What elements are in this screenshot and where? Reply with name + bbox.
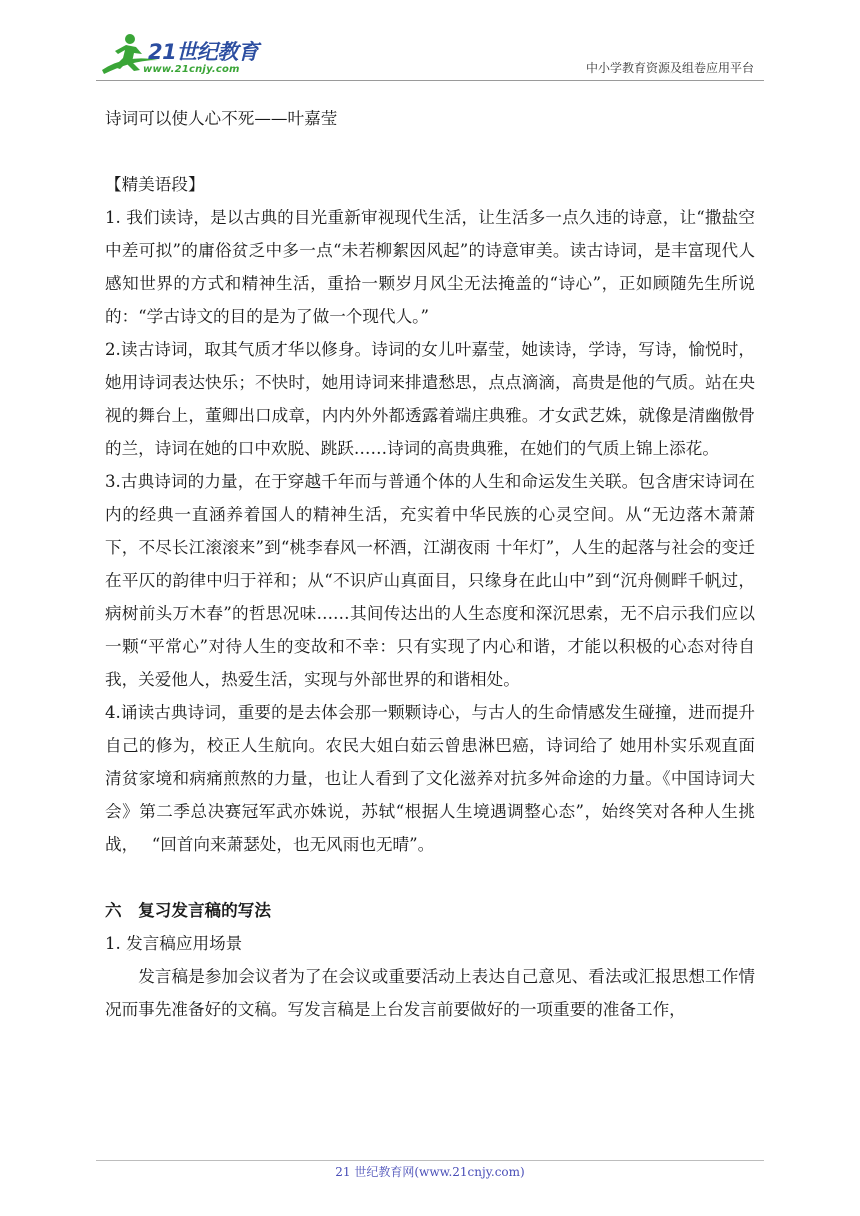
platform-name: 中小学教育资源及组卷应用平台: [585, 61, 754, 75]
header-divider: [96, 80, 764, 81]
page-footer: 21 世纪教育网(www.21cnjy.com): [335, 1165, 525, 1179]
quote-line: 诗词可以使人心不死——叶嘉莹: [105, 109, 338, 128]
document-body: [105, 96, 755, 1026]
section-heading: 六 复习发言稿的写法: [105, 900, 271, 920]
blank-line: [105, 861, 755, 894]
section-label: 【精美语段】: [105, 175, 205, 194]
logo-text: 21世纪教育: [148, 40, 259, 64]
paragraph-3: 3.古典诗词的力量，在于穿越千年而与普通个体的人生和命运发生关联。包含唐宋诗词在内的经典一直涵养着国人的精神生活，充实着中华民族的心灵空间。从“无边落木萧萧下，不尽长江滚滚来”到“桃李春风一杯酒，江湖夜雨 十年灯”，人生的起落与社会的变迁在平仄的韵律中归于祥和；从“不识庐山真面目，只缘身在此山中”到“沉舟侧畔千帆过，病树前头万木春”的哲思况味……其间传达出的人生态度和深沉思索，无不启示我们应以一颗“平常心”对待人生的变故和不幸：只有实现了内心和谐，才能以积极的心态对待自我，关爱他人，热爱生活，实现与外部世界的和谐相处。: [105, 472, 755, 689]
page-header: [0, 0, 860, 84]
body-paragraph: 发言稿是参加会议者为了在会议或重要活动上表达自己意见、看法或汇报思想工作情况而事先准备好的文稿。写发言稿是上台发言前要做好的一项重要的准备工作，: [105, 967, 755, 1019]
paragraph-1: 1. 我们读诗，是以古典的目光重新审视现代生活，让生活多一点久违的诗意，让“撒盐空中差可拟”的庸俗贫乏中多一点“未若柳絮因风起”的诗意审美。读古诗词，是丰富现代人感知世界的方式和精神生活，重拾一颗岁月风尘无法掩盖的“诗心”，正如顾随先生所说的：“学古诗文的目的是为了做一个现代人。”: [105, 208, 755, 326]
subheading: 1. 发言稿应用场景: [105, 934, 243, 953]
logo-url: www.21cnjy.com: [143, 64, 240, 75]
paragraph-2: 2.读古诗词，取其气质才华以修身。诗词的女儿叶嘉莹，她读诗，学诗，写诗，愉悦时，她用诗词表达快乐；不快时，她用诗词来排遣愁思，点点滴滴，高贵是他的气质。站在央视的舞台上，董卿出口成章，内内外外都透露着端庄典雅。才女武艺姝，就像是清幽傲骨的兰，诗词在她的口中欢脱、跳跃……诗词的高贵典雅，在她们的气质上锦上添花。: [105, 340, 755, 458]
footer-divider: [96, 1160, 764, 1161]
paragraph-4: 4.诵读古典诗词，重要的是去体会那一颗颗诗心，与古人的生命情感发生碰撞，进而提升自己的修为，校正人生航向。农民大姐白茹云曾患淋巴癌，诗词给了 她用朴实乐观直面清贫家境和病痛煎熬的力量，也让人看到了文化滋养对抗多舛命途的力量。《中国诗词大会》第二季总决赛冠军武亦姝说，苏轼“根据人生境遇调整心态”，始终笑对各种人生挑战， “回首向来萧瑟处，也无风雨也无晴”。: [105, 703, 755, 854]
blank-line: [105, 135, 755, 168]
